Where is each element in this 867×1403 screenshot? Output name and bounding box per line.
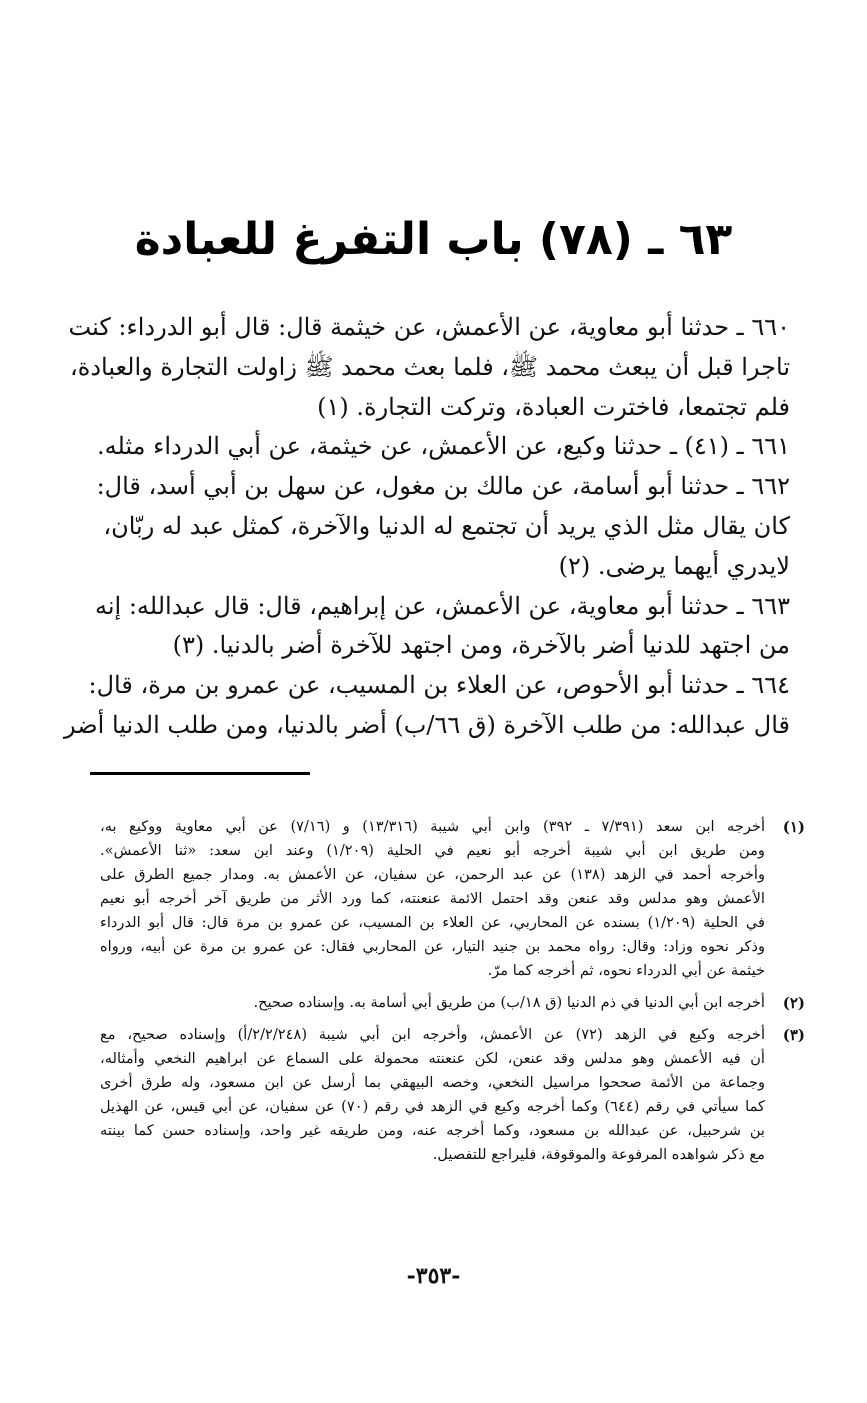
footnote-line: وأخرجه أحمد في الزهد (١٣٨) عن عبد الرحمن، عن سفيان، عن الأعمش به. ومدار جميع الطرق على xyxy=(100,866,766,883)
footnote-line: أخرجه ابن سعد (٧/٣٩١ ـ ٣٩٢) وابن أبي شيبة (١٣/٣١٦) و (٧/١٦) عن أبي معاوية ووكيع به، xyxy=(100,818,765,835)
footnote-number: (١) xyxy=(782,818,805,836)
footnote-line: مع ذكر شواهده المرفوعة والموقوفة، فليراجع للتفصيل. xyxy=(432,1146,765,1163)
text-line: من اجتهد للدنيا أضر بالآخرة، ومن اجتهد للآخرة أضر بالدنيا. (٣) xyxy=(172,631,790,660)
footnote-line: وجماعة من الأئمة صححوا مراسيل النخعي، وخصه البيهقي بما أرسل عن ابن مسعود، وله طرق أخرى xyxy=(100,1074,765,1091)
footnotes xyxy=(100,815,805,1175)
text-line: تاجرا قبل أن يبعث محمد ﷺ، فلما بعث محمد ﷺ زاولت التجارة والعبادة، xyxy=(70,352,790,381)
text-line: لايدري أيهما يرضى. (٢) xyxy=(558,551,790,580)
chapter-title: ٦٣ ـ (٧٨) باب التفرغ للعبادة xyxy=(134,214,733,265)
text-line: ٦٦١ ـ (٤١) ـ حدثنا وكيع، عن الأعمش، عن خيثمة، عن أبي الدرداء مثله. xyxy=(96,432,790,461)
footnote-line: بن شرحبيل، عن عبدالله بن مسعود، وكما أخرجه عنه، ومن طريقه غير واحد، وإسناده حسن كما بينته xyxy=(100,1122,765,1139)
footnote-separator xyxy=(90,772,310,775)
footnote-line: أن فيه الأعمش وهو مدلس وقد عنعن، لكن عنعنته محمولة على السماع عن ابراهيم النخعي وأمثاله، xyxy=(100,1050,765,1067)
footnote-line: أخرجه وكيع في الزهد (٧٢) عن الأعمش، وأخرجه ابن أبي شيبة (٢/٢/٢٤٨/أ) وإسناده صحيح، مع xyxy=(100,1026,766,1043)
footnote-line: أخرجه ابن أبي الدنيا في ذم الدنيا (ق ١٨/ب) من طريق أبي أسامة به. وإسناده صحيح. xyxy=(253,994,765,1011)
text-line: ٦٦٢ ـ حدثنا أبو أسامة، عن مالك بن مغول، عن سهل بن أبي أسد، قال: xyxy=(96,472,790,501)
text-line: ٦٦٤ ـ حدثنا أبو الأحوص، عن العلاء بن المسيب، عن عمرو بن مرة، قال: xyxy=(88,671,790,700)
footnote xyxy=(100,1023,805,1167)
text-line: ٦٦٠ ـ حدثنا أبو معاوية، عن الأعمش، عن خيثمة قال: قال أبو الدرداء: كنت xyxy=(68,313,790,341)
footnote-line: ومن طريق ابن أبي شيبة أخرجه أبو نعيم في الحلية (١/٢٠٩) وعند ابن سعد: «ثنا الأعمش». xyxy=(100,842,765,859)
footnote-line: كما سيأتي في رقم (٦٤٤) وكما أخرجه وكيع في الزهد في رقم (٧٠) عن سفيان، عن أبي قيس، عن الهذيل xyxy=(100,1098,766,1115)
main-text xyxy=(64,308,790,746)
footnote xyxy=(100,991,805,1015)
footnote-line: وذكر نحوه وزاد: وقال: رواه محمد بن جنيد التيار، عن المحاربي فقال: عن عمرو بن مرة عن أبيه، ورواه xyxy=(100,938,765,955)
text-line: ٦٦٣ ـ حدثنا أبو معاوية، عن الأعمش، عن إبراهيم، قال: قال عبدالله: إنه xyxy=(94,591,790,620)
footnote-number: (٣) xyxy=(782,1026,805,1044)
footnote-line: خيثمة عن أبي الدرداء نحوه، ثم أخرجه كما مرّ. xyxy=(487,962,765,979)
footnote-line: في الحلية (١/٢٠٩) بسنده عن المحاربي، عن العلاء بن المسيب، عن عمرو بن مرة قال: قال أبو الدرداء xyxy=(100,914,766,931)
text-line: قال عبدالله: من طلب الآخرة (ق ٦٦/ب) أضر بالدنيا، ومن طلب الدنيا أضر xyxy=(64,710,790,739)
text-line: كان يقال مثل الذي يريد أن تجتمع له الدنيا والآخرة، كمثل عبد له ربّان، xyxy=(103,511,790,540)
footnote-line: الأعمش وهو مدلس وقد عنعن وقد احتمل الائمة عنعنته، كما ورد الأثر من طريق آخر أخرجه أبو نعيم xyxy=(100,890,765,907)
footnote xyxy=(100,815,805,983)
footnote-number: (٢) xyxy=(782,994,805,1012)
page-number: -٣٥٣- xyxy=(406,1263,461,1289)
text-line: فلم تجتمعا، فاخترت العبادة، وتركت التجارة. (١) xyxy=(317,392,790,421)
